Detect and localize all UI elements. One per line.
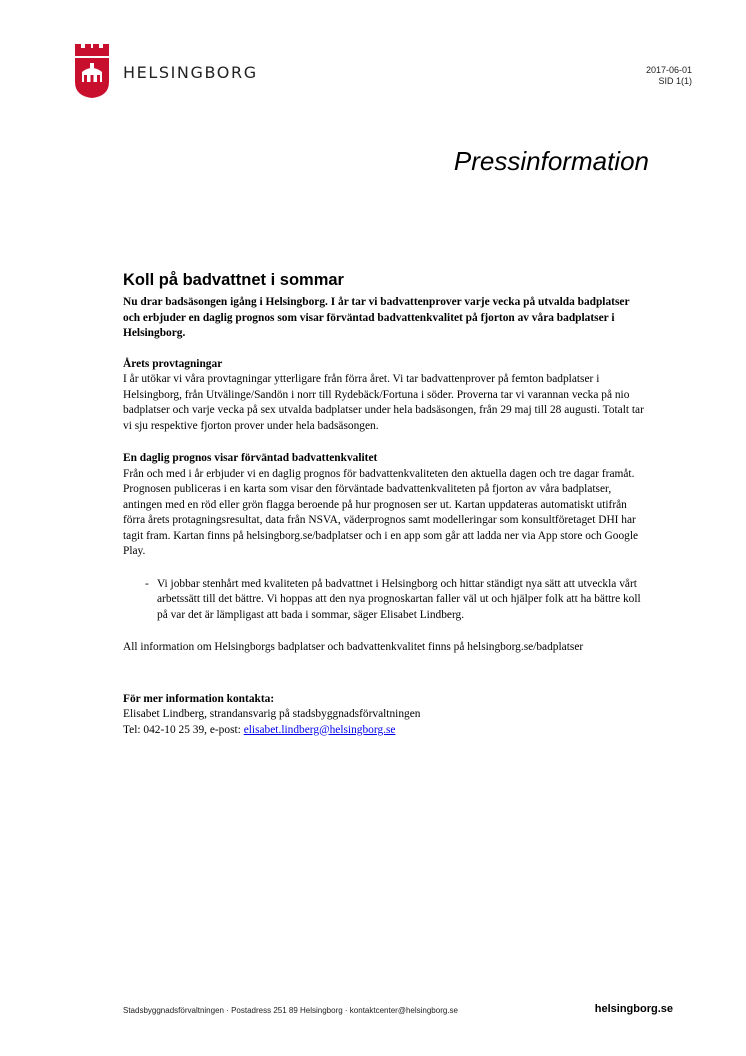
footer-website[interactable]: helsingborg.se — [594, 1003, 673, 1015]
helsingborg-crest-icon — [74, 44, 110, 98]
contact-phone: Tel: 042-10 25 39, e-post: — [123, 723, 244, 736]
contact-line — [123, 723, 649, 739]
page-number: SID 1(1) — [658, 76, 692, 86]
contact-heading: För mer information kontakta: — [123, 692, 275, 705]
section-text-prognos: Från och med i år erbjuder vi en daglig prognos för badvattenkvaliteten den aktuella dagen och tre dagar framåt. Prognosen publiceras i en karta som visar den förväntade badvattenkvaliteten på fjorton av våra badplatser, antingen med en röd eller grön flagga beroende på hur prognosen ser ut. Kartan uppdateras automatiskt utifrån förra årets protagningsresultat, data från NSVA, väderprognos samt modelleringar som konsultföretaget DHI har tagit fram. Kartan finns på helsingborg.se/badplatser och i en app som går att ladda ner via App store och Google Play. — [123, 467, 639, 557]
article-body — [123, 270, 649, 738]
quote-dash: - — [145, 577, 149, 590]
contact-name: Elisabet Lindberg, strandansvarig på stadsbyggnadsförvaltningen — [123, 708, 421, 720]
footer-address: Stadsbyggnadsförvaltningen · Postadress 251 89 Helsingborg · kontaktcenter@helsingborg.se — [123, 1006, 458, 1015]
article-title: Koll på badvattnet i sommar — [123, 271, 344, 289]
closing-paragraph: All information om Helsingborgs badplatser och badvattenkvalitet finns på helsingborg.se/badplatser — [123, 641, 584, 653]
contact-email-link[interactable]: elisabet.lindberg@helsingborg.se — [243, 723, 396, 736]
quote-block — [123, 577, 649, 624]
document-type: Pressinformation — [453, 146, 649, 176]
quote-text: Vi jobbar stenhårt med kvaliteten på badvattnet i Helsingborg och hittar ständigt nya sätt att utveckla vårt arbetssätt till det bättre. Vi hoppas att den nya prognoskartan faller väl ut och hjälper folk att ha bättre koll på var det är lämpligast att bada i sommar, säger Elisabet Lindberg. — [157, 577, 641, 621]
section-text-provtagningar: I år utökar vi våra provtagningar ytterligare från förra året. Vi tar badvattenprover på femton badplatser i Helsingborg, från Utvälinge/Sandön i norr till Rydebäck/Fortuna i söder. Proverna tar vi varannan vecka på nio badplatser och varje vecka på sex utvalda badplatser under hela badsäsongen, från 29 maj till 28 augusti. Totalt tar vi sju respektive fjorton prover under hela badsäsongen. — [123, 373, 644, 432]
section-heading-prognos: En daglig prognos visar förväntad badvattenkvalitet — [123, 452, 378, 464]
section-heading-provtagningar: Årets provtagningar — [123, 357, 223, 370]
document-date: 2017-06-01 — [645, 65, 692, 75]
document-meta — [646, 65, 692, 87]
article-ingress: Nu drar badsäsongen igång i Helsingborg. I år tar vi badvattenprover varje vecka på utvalda badplatser och erbjuder en daglig prognos som visar förväntad badvattenkvalitet på fjorton av våra badplatser i Helsingborg. — [123, 296, 630, 339]
brand-name: HELSINGBORG — [123, 63, 258, 82]
